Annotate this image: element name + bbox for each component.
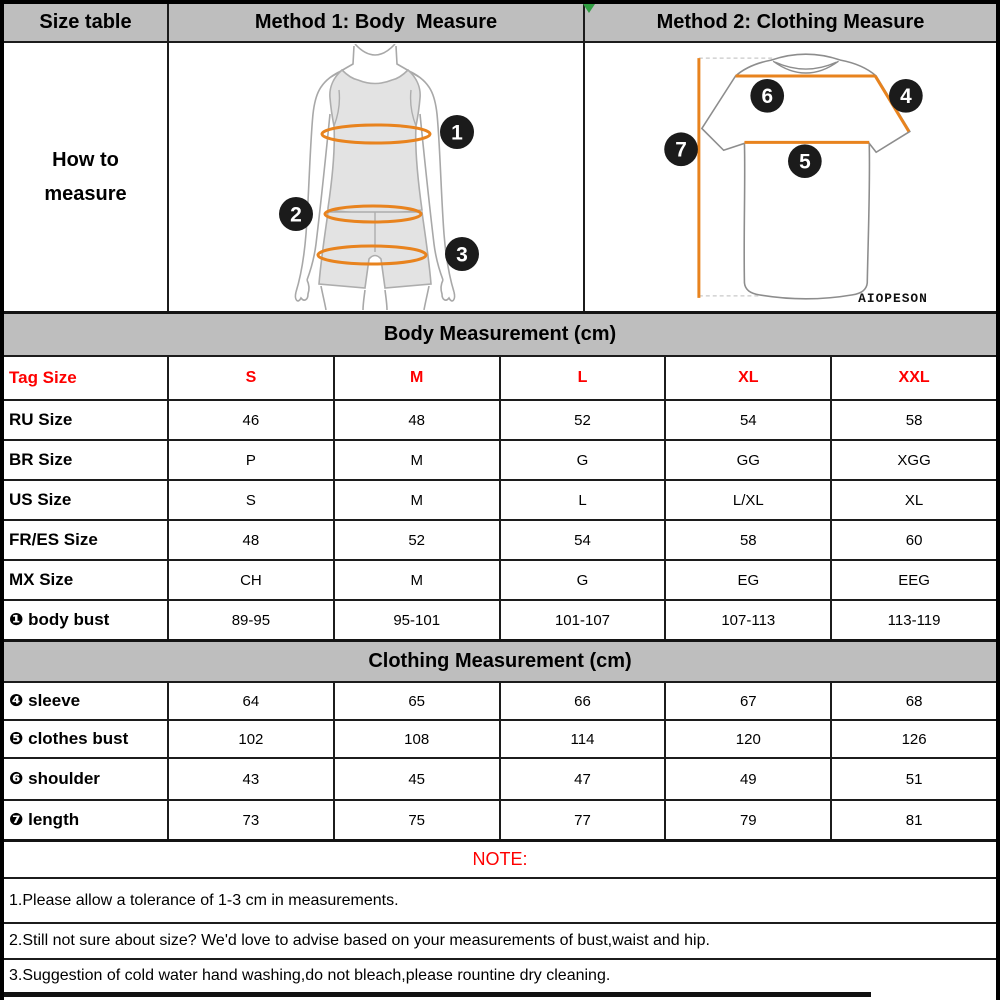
note-item: 1.Please allow a tolerance of 1-3 cm in measurements.	[4, 877, 996, 922]
value-cell: 48	[333, 401, 499, 439]
header-row	[4, 4, 996, 41]
value-cell: 113-119	[830, 601, 996, 639]
value-cell: 108	[333, 721, 499, 757]
row-label: ❺ clothes bust	[9, 729, 129, 748]
value-cell: XGG	[830, 441, 996, 479]
table-row	[4, 519, 996, 559]
row-label: ❶ body bust	[9, 610, 110, 629]
header-method2: Method 2: Clothing Measure	[583, 4, 996, 41]
table-row	[4, 559, 996, 599]
how-to-measure-label	[4, 43, 167, 311]
body-measurement-band: Body Measurement (cm)	[4, 311, 996, 355]
value-cell: M	[333, 561, 499, 599]
value-cell: 46	[167, 401, 333, 439]
value-cell: 79	[664, 801, 830, 839]
value-cell: 45	[333, 759, 499, 799]
note-title: NOTE:	[4, 839, 996, 877]
header-method1: Method 1: Body Measure	[167, 4, 583, 41]
value-cell: 67	[664, 683, 830, 719]
value-cell: M	[333, 441, 499, 479]
value-cell: 52	[499, 401, 665, 439]
row-label: MX Size	[9, 570, 74, 589]
value-cell: 48	[167, 521, 333, 559]
value-cell: 65	[333, 683, 499, 719]
size-cell: XXL	[830, 357, 996, 399]
row-label: ❹ sleeve	[9, 691, 81, 710]
body-measure-illustration	[167, 43, 583, 311]
value-cell: G	[499, 441, 665, 479]
value-cell: 58	[664, 521, 830, 559]
value-cell: M	[333, 481, 499, 519]
value-cell: 81	[830, 801, 996, 839]
table-row	[4, 439, 996, 479]
value-cell: 73	[167, 801, 333, 839]
size-cell: L	[499, 357, 665, 399]
table-row	[4, 599, 996, 639]
how-to-line2: measure	[44, 183, 127, 205]
value-cell: S	[167, 481, 333, 519]
value-cell: P	[167, 441, 333, 479]
value-cell: 101-107	[499, 601, 665, 639]
table-row	[4, 799, 996, 839]
value-cell: 54	[664, 401, 830, 439]
table-row	[4, 719, 996, 757]
value-cell: 75	[333, 801, 499, 839]
marker-4-number: 4	[900, 85, 912, 109]
size-cell: M	[333, 357, 499, 399]
tag-size-row	[4, 355, 996, 399]
value-cell: 49	[664, 759, 830, 799]
how-to-line1: How to	[52, 149, 119, 171]
value-cell: 47	[499, 759, 665, 799]
value-cell: XL	[830, 481, 996, 519]
row-label: FR/ES Size	[9, 530, 98, 549]
value-cell: 95-101	[333, 601, 499, 639]
row-label: ❻ shoulder	[9, 769, 100, 788]
clothing-measure-illustration	[583, 43, 996, 311]
value-cell: 64	[167, 683, 333, 719]
row-label: Tag Size	[9, 368, 77, 387]
value-cell: 60	[830, 521, 996, 559]
value-cell: 89-95	[167, 601, 333, 639]
illustration-row	[4, 41, 996, 311]
marker-6-number: 6	[761, 85, 774, 109]
size-cell: S	[167, 357, 333, 399]
bottom-strip	[4, 992, 996, 1000]
note-item: 2.Still not sure about size? We'd love to advise based on your measurements of bust,waist and hip.	[4, 922, 996, 958]
value-cell: 120	[664, 721, 830, 757]
marker-5-number: 5	[799, 150, 811, 174]
row-label: BR Size	[9, 450, 73, 469]
value-cell: 114	[499, 721, 665, 757]
value-cell: 54	[499, 521, 665, 559]
bottom-border-bar	[4, 992, 871, 997]
value-cell: 58	[830, 401, 996, 439]
value-cell: L/XL	[664, 481, 830, 519]
note-item: 3.Suggestion of cold water hand washing,do not bleach,please rountine dry cleaning.	[4, 958, 996, 992]
table-row	[4, 399, 996, 439]
row-label: US Size	[9, 490, 72, 509]
value-cell: EG	[664, 561, 830, 599]
value-cell: G	[499, 561, 665, 599]
marker-2-number: 2	[290, 203, 302, 227]
body-figure-image	[169, 44, 583, 310]
value-cell: 68	[830, 683, 996, 719]
value-cell: GG	[664, 441, 830, 479]
corner-marker-icon	[583, 4, 595, 13]
value-cell: 77	[499, 801, 665, 839]
row-label: ❼ length	[9, 810, 80, 829]
marker-3-number: 3	[456, 243, 468, 267]
value-cell: CH	[167, 561, 333, 599]
row-label: RU Size	[9, 410, 73, 429]
marker-1-number: 1	[451, 121, 463, 145]
header-size-table: Size table	[39, 11, 132, 33]
value-cell: 107-113	[664, 601, 830, 639]
value-cell: 66	[499, 683, 665, 719]
tshirt-figure-image	[585, 44, 996, 310]
value-cell: 51	[830, 759, 996, 799]
brand-text: AIOPESON	[858, 290, 928, 306]
value-cell: EEG	[830, 561, 996, 599]
marker-7-number: 7	[675, 138, 687, 162]
value-cell: 52	[333, 521, 499, 559]
value-cell: 43	[167, 759, 333, 799]
clothing-measurement-band: Clothing Measurement (cm)	[4, 639, 996, 681]
value-cell: L	[499, 481, 665, 519]
value-cell: 126	[830, 721, 996, 757]
table-row	[4, 681, 996, 719]
size-cell: XL	[664, 357, 830, 399]
table-row	[4, 757, 996, 799]
table-row	[4, 479, 996, 519]
value-cell: 102	[167, 721, 333, 757]
